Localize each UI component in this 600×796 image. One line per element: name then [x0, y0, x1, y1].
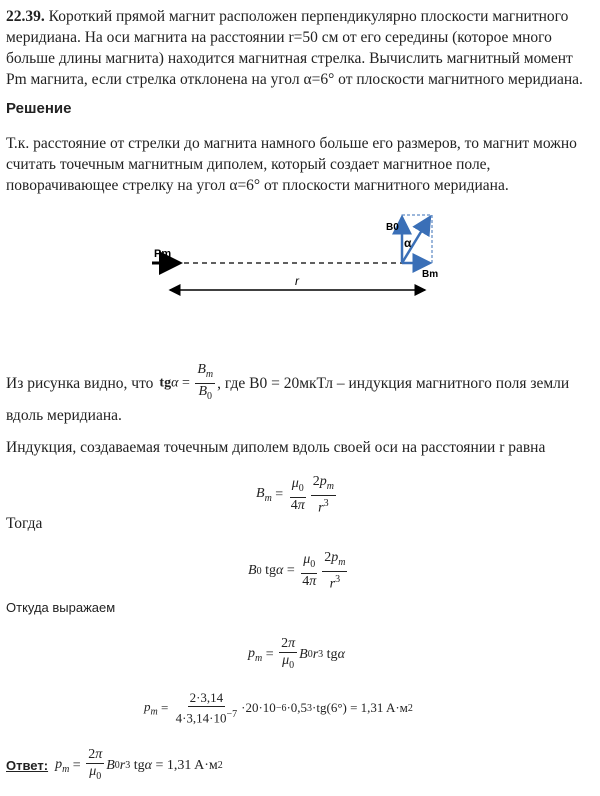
from-figure-line2: вдоль меридиана.	[6, 407, 122, 424]
then-text: Тогда	[6, 515, 43, 532]
induction-text: Индукция, создаваемая точечным диполем вдоль своей оси на расстоянии r равна	[6, 439, 546, 456]
bm-formula: $B_m$ = $\frac{\mu_0}{4\pi}$ $\frac{2p_m}{r^3}$	[256, 474, 334, 516]
solution-heading: Решение	[6, 100, 72, 117]
numeric-formula: $p_m$ = $\frac{2\cdot 3,14}{4\cdot 3,14\cdot 10^{-7}}$ ·20·10 −6 ·0,5 3 ·tg(6°) = 1,31 A·м 2	[144, 690, 413, 726]
intro-paragraph: Т.к. расстояние от стрелки до магнита намного больше его размеров, то магнит можно считать точечным магнитным диполем, который создает магнитное поле, поворачивающее стрелку на угол α=6° от плоскости магнитного меридиана.	[6, 135, 577, 194]
answer-result: = 1,31 A·м	[155, 757, 218, 773]
numeric-den: 4·3,14·10	[175, 710, 227, 726]
dipole-figure	[140, 205, 460, 305]
answer-label: Ответ:	[6, 758, 49, 774]
alpha-label: α	[404, 236, 412, 250]
pm-formula: $p_m$ = $\frac{2\pi}{\mu_0}$ B 0 r 3 tg α	[248, 636, 345, 671]
problem-number: 22.39.	[6, 8, 45, 25]
pm-label: Pm	[154, 248, 172, 260]
answer: Ответ: $p_m$ = $\frac{2\pi}{\mu_0}$ B 0 r 3 tg α = 1,31 A·м 2	[6, 747, 223, 782]
numeric-num: 2·3,14	[189, 690, 224, 705]
bm-label: Bm	[422, 269, 439, 280]
r-label: r	[295, 274, 299, 288]
from-figure-line	[6, 362, 594, 405]
problem-statement	[6, 6, 594, 90]
express-text: Откуда выражаем	[6, 600, 116, 615]
b0-tg-formula: B 0 tg α = $\frac{\mu_0}{4\pi}$ $\frac{2p_m}{r^3}$	[248, 550, 346, 592]
from-figure-before: Из рисунка видно, что	[6, 374, 154, 392]
problem-text: Короткий прямой магнит расположен перпендикулярно плоскости магнитного меридиана. На оси магнита на расстоянии r=50 см от его середины (которое много больше длины магнита) находится магнитная стрелка. Вычислить магнитный момент Pm магнита, если стрелка отклонена на угол α=6° от плоскости магнитного меридиана.	[6, 8, 583, 88]
tg-formula: tgα = $\frac{B_m}{B_0}$	[159, 362, 214, 402]
b0-label: B0	[386, 222, 399, 233]
from-figure-after: , где B0 = 20мкТл – индукция магнитного поля земли	[217, 374, 570, 392]
